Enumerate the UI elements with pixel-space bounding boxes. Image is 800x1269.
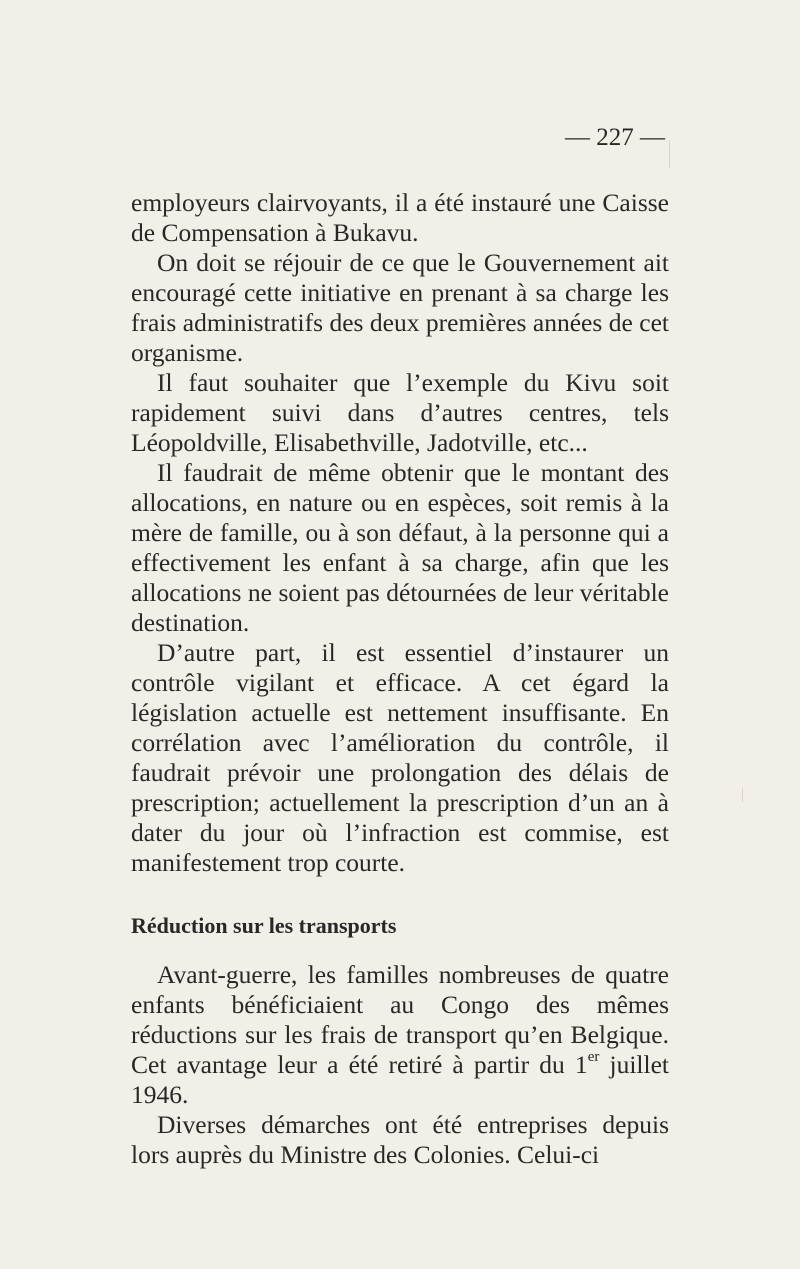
body-section-allocations: [131, 188, 669, 878]
paragraph-3: Il faut souhaiter que l’exemple du Kivu soit rapidement suivi dans d’autres centres, tels Léopoldville, Elisabethville, Jadotville, etc...: [131, 368, 669, 457]
paragraph-6-text-start: Avant-guerre, les familles nombreuses de quatre enfants bénéficiaient au Congo des mêmes réductions sur les frais de transport qu’en Belgique. Cet avantage leur a été retiré à partir du 1: [131, 960, 669, 1079]
body-section-transports: [131, 960, 669, 1170]
scan-mark-right: [742, 788, 743, 802]
scan-mark-top: [669, 140, 670, 168]
paragraph-4: Il faudrait de même obtenir que le montant des allocations, en nature ou en espèces, soit remis à la mère de famille, ou à son défaut, à la personne qui a effectivement les enfant à sa charge, afin que les allocations ne soient pas détournées de leur véritable destination.: [131, 458, 669, 637]
paragraph-1: employeurs clairvoyants, il a été instauré une Caisse de Compensation à Bukavu.: [131, 188, 669, 247]
paragraph-7: Diverses démarches ont été entreprises depuis lors auprès du Ministre des Colonies. Celui-ci: [131, 1110, 669, 1169]
paragraph-6-text-end: juillet 1946.: [131, 1050, 669, 1109]
page-number: — 227 —: [565, 124, 665, 151]
superscript-er: er: [587, 1049, 600, 1065]
paragraph-6: [131, 960, 669, 1110]
paragraph-2: On doit se réjouir de ce que le Gouvernement ait encouragé cette initiative en prenant à sa charge les frais administratifs des deux premières années de cet organisme.: [131, 248, 669, 367]
paragraph-5: D’autre part, il est essentiel d’instaurer un contrôle vigilant et efficace. A cet égard la législation actuelle est nettement insuffisante. En corrélation avec l’amélioration du contrôle, il faudrait prévoir une prolongation des délais de prescription; actuellement la prescription d’un an à dater du jour où l’infraction est commise, est manifestement trop courte.: [131, 638, 669, 877]
section-heading-transports: Réduction sur les transports: [131, 913, 397, 938]
